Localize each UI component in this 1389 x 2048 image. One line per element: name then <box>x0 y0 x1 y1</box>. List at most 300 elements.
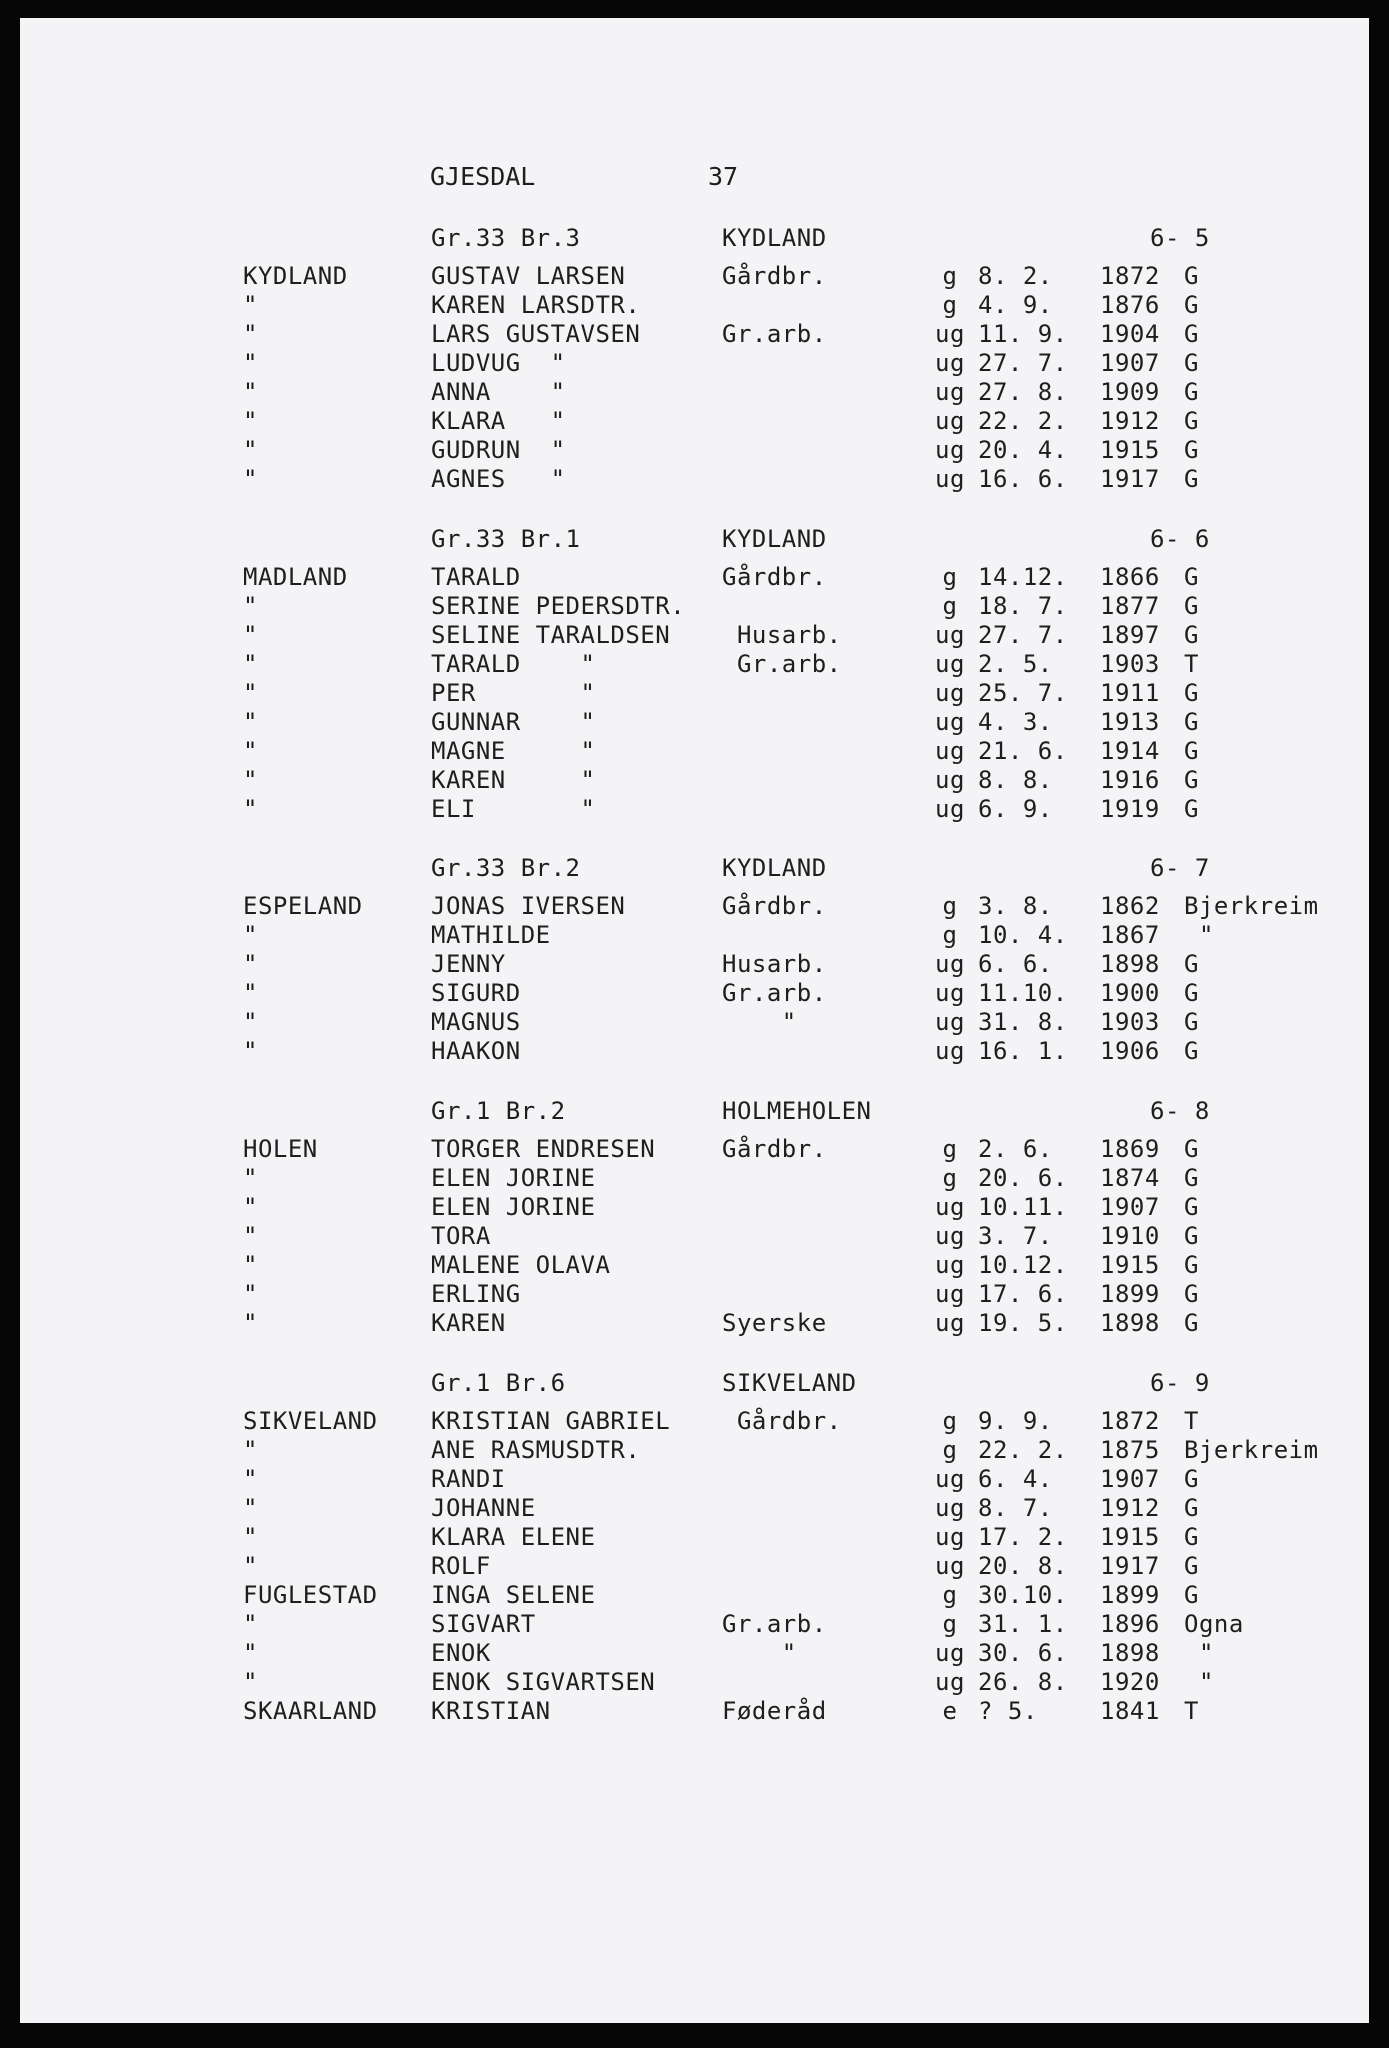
table-row <box>0 1008 1389 1037</box>
table-row <box>0 1135 1389 1164</box>
birth-date: 30.10. <box>978 1581 1068 1609</box>
birthplace: " <box>1184 1639 1214 1667</box>
residence-place: " <box>243 1552 258 1580</box>
occupation: Gr.arb. <box>722 979 827 1007</box>
occupation: Husarb. <box>722 621 842 649</box>
person-name: ELEN JORINE <box>431 1164 596 1192</box>
census-section <box>0 1365 1389 1726</box>
birth-year: 1899 <box>1100 1581 1160 1609</box>
birthplace: G <box>1184 679 1199 707</box>
residence-place: " <box>243 650 258 678</box>
birth-year: 1900 <box>1100 979 1160 1007</box>
birthplace: T <box>1184 1697 1199 1725</box>
marital-status: ug <box>935 320 965 348</box>
birth-year: 1912 <box>1100 407 1160 435</box>
census-section <box>0 220 1389 494</box>
birth-year: 1909 <box>1100 378 1160 406</box>
marital-status: ug <box>935 1251 965 1279</box>
residence-place: " <box>243 1037 258 1065</box>
birthplace: G <box>1184 320 1199 348</box>
section-number: 6- 7 <box>1150 854 1210 882</box>
birthplace: G <box>1184 766 1199 794</box>
birth-date: 14.12. <box>978 563 1068 591</box>
marital-status: g <box>942 1610 958 1638</box>
residence-place: " <box>243 291 258 319</box>
residence-place: " <box>243 1008 258 1036</box>
residence-place: MADLAND <box>243 563 348 591</box>
residence-place: FUGLESTAD <box>243 1581 378 1609</box>
marital-status: ug <box>935 1037 965 1065</box>
birth-date: 6. 9. <box>978 795 1053 823</box>
section-number: 6- 8 <box>1150 1097 1210 1125</box>
table-row <box>0 950 1389 979</box>
birthplace: G <box>1184 621 1199 649</box>
birth-year: 1841 <box>1100 1697 1160 1725</box>
residence-place: " <box>243 320 258 348</box>
birth-date: 11. 9. <box>978 320 1068 348</box>
marital-status: ug <box>935 1280 965 1308</box>
birth-year: 1917 <box>1100 1552 1160 1580</box>
person-name: KAREN LARSDTR. <box>431 291 641 319</box>
birth-year: 1910 <box>1100 1222 1160 1250</box>
birth-date: 20. 4. <box>978 436 1068 464</box>
marital-status: ug <box>935 349 965 377</box>
occupation: Gr.arb. <box>722 650 842 678</box>
marital-status: ug <box>935 621 965 649</box>
birthplace: " <box>1184 1668 1214 1696</box>
table-row <box>0 349 1389 378</box>
person-name: JONAS IVERSEN <box>431 892 626 920</box>
birthplace: G <box>1184 436 1199 464</box>
birth-date: 22. 2. <box>978 1436 1068 1464</box>
birthplace: G <box>1184 1465 1199 1493</box>
residence-place: " <box>243 1309 258 1337</box>
person-name: ELEN JORINE <box>431 1193 596 1221</box>
residence-place: " <box>243 378 258 406</box>
birthplace: G <box>1184 465 1199 493</box>
birth-date: 3. 8. <box>978 892 1053 920</box>
table-row <box>0 1436 1389 1465</box>
birth-date: 18. 7. <box>978 592 1068 620</box>
table-row <box>0 1280 1389 1309</box>
residence-place: " <box>243 1610 258 1638</box>
table-row <box>0 1610 1389 1639</box>
birth-year: 1903 <box>1100 1008 1160 1036</box>
birth-year: 1874 <box>1100 1164 1160 1192</box>
birth-date: 3. 7. <box>978 1222 1053 1250</box>
person-name: ELI " <box>431 795 596 823</box>
birth-date: 8. 8. <box>978 766 1053 794</box>
section-ref: Gr.33 Br.3 <box>431 224 581 252</box>
birth-year: 1916 <box>1100 766 1160 794</box>
marital-status: g <box>942 1436 958 1464</box>
table-row <box>0 1222 1389 1251</box>
occupation: Gårdbr. <box>722 1135 827 1163</box>
residence-place: SIKVELAND <box>243 1407 378 1435</box>
marital-status: g <box>942 921 958 949</box>
birthplace: G <box>1184 1523 1199 1551</box>
person-name: ENOK <box>431 1639 491 1667</box>
birth-year: 1915 <box>1100 436 1160 464</box>
section-number: 6- 9 <box>1150 1369 1210 1397</box>
marital-status: e <box>942 1697 958 1725</box>
residence-place: " <box>243 1494 258 1522</box>
birthplace: G <box>1184 349 1199 377</box>
person-name: MALENE OLAVA <box>431 1251 611 1279</box>
marital-status: ug <box>935 1222 965 1250</box>
birth-date: 6. 6. <box>978 950 1053 978</box>
birth-year: 1869 <box>1100 1135 1160 1163</box>
table-row <box>0 320 1389 349</box>
section-header <box>0 1365 1389 1407</box>
marital-status: ug <box>935 679 965 707</box>
birth-year: 1915 <box>1100 1251 1160 1279</box>
table-row <box>0 1193 1389 1222</box>
person-name: INGA SELENE <box>431 1581 596 1609</box>
birthplace: Bjerkreim <box>1184 1436 1319 1464</box>
birth-date: 21. 6. <box>978 737 1068 765</box>
occupation: " <box>722 1008 797 1036</box>
census-section <box>0 850 1389 1066</box>
birth-date: 26. 8. <box>978 1668 1068 1696</box>
person-name: SIGVART <box>431 1610 536 1638</box>
occupation: Føderåd <box>722 1697 827 1725</box>
table-row <box>0 1668 1389 1697</box>
table-row <box>0 979 1389 1008</box>
birthplace: G <box>1184 979 1199 1007</box>
table-row <box>0 1639 1389 1668</box>
section-farm: HOLMEHOLEN <box>722 1097 872 1125</box>
birth-date: 10. 4. <box>978 921 1068 949</box>
table-row <box>0 1164 1389 1193</box>
birth-date: 17. 6. <box>978 1280 1068 1308</box>
birthplace: G <box>1184 262 1199 290</box>
birthplace: G <box>1184 737 1199 765</box>
birth-year: 1903 <box>1100 650 1160 678</box>
person-name: MAGNE " <box>431 737 596 765</box>
person-name: KLARA " <box>431 407 566 435</box>
person-name: KAREN <box>431 1309 506 1337</box>
birth-year: 1876 <box>1100 291 1160 319</box>
marital-status: g <box>942 563 958 591</box>
marital-status: g <box>942 262 958 290</box>
person-name: GUNNAR " <box>431 708 596 736</box>
birth-year: 1896 <box>1100 1610 1160 1638</box>
birth-year: 1866 <box>1100 563 1160 591</box>
birthplace: G <box>1184 1309 1199 1337</box>
table-row <box>0 1407 1389 1436</box>
birth-year: 1862 <box>1100 892 1160 920</box>
person-name: RANDI <box>431 1465 506 1493</box>
table-row <box>0 378 1389 407</box>
residence-place: " <box>243 921 258 949</box>
birth-date: 16. 1. <box>978 1037 1068 1065</box>
marital-status: ug <box>935 1668 965 1696</box>
section-number: 6- 5 <box>1150 224 1210 252</box>
birth-year: 1907 <box>1100 1465 1160 1493</box>
marital-status: ug <box>935 1523 965 1551</box>
occupation: Gårdbr. <box>722 1407 842 1435</box>
birthplace: Ogna <box>1184 1610 1244 1638</box>
table-row <box>0 921 1389 950</box>
residence-place: " <box>243 1668 258 1696</box>
birthplace: G <box>1184 1222 1199 1250</box>
birth-year: 1898 <box>1100 1309 1160 1337</box>
page-number: 37 <box>708 162 739 191</box>
table-row <box>0 436 1389 465</box>
birth-date: 19. 5. <box>978 1309 1068 1337</box>
birthplace: G <box>1184 1164 1199 1192</box>
residence-place: " <box>243 436 258 464</box>
birth-date: 10.12. <box>978 1251 1068 1279</box>
birthplace: G <box>1184 1008 1199 1036</box>
section-farm: KYDLAND <box>722 224 827 252</box>
birth-date: 10.11. <box>978 1193 1068 1221</box>
residence-place: ESPELAND <box>243 892 363 920</box>
marital-status: ug <box>935 650 965 678</box>
marital-status: ug <box>935 1494 965 1522</box>
birth-year: 1877 <box>1100 592 1160 620</box>
birth-date: 22. 2. <box>978 407 1068 435</box>
birthplace: G <box>1184 1552 1199 1580</box>
residence-place: " <box>243 737 258 765</box>
person-name: JENNY <box>431 950 506 978</box>
birth-year: 1898 <box>1100 1639 1160 1667</box>
residence-place: " <box>243 465 258 493</box>
marital-status: ug <box>935 1008 965 1036</box>
birth-year: 1867 <box>1100 921 1160 949</box>
residence-place: " <box>243 1251 258 1279</box>
birthplace: G <box>1184 592 1199 620</box>
birth-date: 4. 9. <box>978 291 1053 319</box>
birthplace: T <box>1184 1407 1199 1435</box>
section-ref: Gr.1 Br.2 <box>431 1097 566 1125</box>
residence-place: " <box>243 1436 258 1464</box>
birthplace: G <box>1184 291 1199 319</box>
section-ref: Gr.33 Br.2 <box>431 854 581 882</box>
birth-year: 1913 <box>1100 708 1160 736</box>
birth-year: 1906 <box>1100 1037 1160 1065</box>
birth-date: 31. 1. <box>978 1610 1068 1638</box>
table-row <box>0 679 1389 708</box>
birth-year: 1904 <box>1100 320 1160 348</box>
person-name: SERINE PEDERSDTR. <box>431 592 686 620</box>
marital-status: ug <box>935 766 965 794</box>
birth-year: 1911 <box>1100 679 1160 707</box>
residence-place: " <box>243 1164 258 1192</box>
page-title: GJESDAL <box>430 162 536 191</box>
birth-year: 1872 <box>1100 262 1160 290</box>
marital-status: g <box>942 1581 958 1609</box>
birth-date: 4. 3. <box>978 708 1053 736</box>
table-row <box>0 1581 1389 1610</box>
residence-place: " <box>243 1193 258 1221</box>
birth-year: 1912 <box>1100 1494 1160 1522</box>
marital-status: g <box>942 892 958 920</box>
residence-place: " <box>243 1280 258 1308</box>
person-name: SIGURD <box>431 979 521 1007</box>
birth-date: 8. 2. <box>978 262 1053 290</box>
marital-status: g <box>942 592 958 620</box>
birthplace: G <box>1184 795 1199 823</box>
person-name: TARALD <box>431 563 521 591</box>
marital-status: g <box>942 291 958 319</box>
birth-year: 1914 <box>1100 737 1160 765</box>
section-farm: SIKVELAND <box>722 1369 857 1397</box>
birthplace: G <box>1184 1037 1199 1065</box>
birthplace: G <box>1184 1135 1199 1163</box>
table-row <box>0 1309 1389 1338</box>
section-header <box>0 220 1389 262</box>
section-header <box>0 1093 1389 1135</box>
birth-date: 17. 2. <box>978 1523 1068 1551</box>
person-name: ENOK SIGVARTSEN <box>431 1668 656 1696</box>
person-name: KAREN " <box>431 766 596 794</box>
table-row <box>0 592 1389 621</box>
birthplace: T <box>1184 650 1199 678</box>
person-name: GUDRUN " <box>431 436 566 464</box>
table-row <box>0 1697 1389 1726</box>
residence-place: " <box>243 1222 258 1250</box>
section-header <box>0 521 1389 563</box>
birthplace: G <box>1184 950 1199 978</box>
section-number: 6- 6 <box>1150 525 1210 553</box>
person-name: GUSTAV LARSEN <box>431 262 626 290</box>
table-row <box>0 650 1389 679</box>
person-name: TARALD " <box>431 650 596 678</box>
marital-status: ug <box>935 795 965 823</box>
birth-year: 1920 <box>1100 1668 1160 1696</box>
marital-status: g <box>942 1407 958 1435</box>
person-name: JOHANNE <box>431 1494 536 1522</box>
table-row <box>0 291 1389 320</box>
birth-date: 2. 6. <box>978 1135 1053 1163</box>
birth-date: 27. 8. <box>978 378 1068 406</box>
birth-date: ? 5. <box>978 1697 1038 1725</box>
table-row <box>0 708 1389 737</box>
person-name: PER " <box>431 679 596 707</box>
birth-year: 1907 <box>1100 1193 1160 1221</box>
table-row <box>0 766 1389 795</box>
marital-status: ug <box>935 1639 965 1667</box>
marital-status: ug <box>935 1465 965 1493</box>
census-section <box>0 521 1389 824</box>
marital-status: ug <box>935 1552 965 1580</box>
birth-date: 2. 5. <box>978 650 1053 678</box>
person-name: SELINE TARALDSEN <box>431 621 671 649</box>
occupation: Gårdbr. <box>722 262 827 290</box>
person-name: MAGNUS <box>431 1008 521 1036</box>
person-name: TORGER ENDRESEN <box>431 1135 656 1163</box>
table-row <box>0 563 1389 592</box>
person-name: MATHILDE <box>431 921 551 949</box>
person-name: KLARA ELENE <box>431 1523 596 1551</box>
person-name: ANE RASMUSDTR. <box>431 1436 641 1464</box>
occupation: Gårdbr. <box>722 892 827 920</box>
marital-status: ug <box>935 950 965 978</box>
person-name: ROLF <box>431 1552 491 1580</box>
person-name: LARS GUSTAVSEN <box>431 320 641 348</box>
marital-status: ug <box>935 465 965 493</box>
person-name: KRISTIAN GABRIEL <box>431 1407 671 1435</box>
occupation: Gr.arb. <box>722 1610 827 1638</box>
birth-year: 1919 <box>1100 795 1160 823</box>
table-row <box>0 892 1389 921</box>
residence-place: " <box>243 592 258 620</box>
residence-place: " <box>243 407 258 435</box>
birth-date: 8. 7. <box>978 1494 1053 1522</box>
birth-year: 1917 <box>1100 465 1160 493</box>
section-header <box>0 850 1389 892</box>
occupation: Gårdbr. <box>722 563 827 591</box>
table-row <box>0 795 1389 824</box>
birth-date: 20. 6. <box>978 1164 1068 1192</box>
birth-date: 6. 4. <box>978 1465 1053 1493</box>
section-farm: KYDLAND <box>722 854 827 882</box>
residence-place: " <box>243 979 258 1007</box>
birthplace: G <box>1184 708 1199 736</box>
birth-date: 27. 7. <box>978 349 1068 377</box>
marital-status: g <box>942 1164 958 1192</box>
person-name: KRISTIAN <box>431 1697 551 1725</box>
birth-year: 1899 <box>1100 1280 1160 1308</box>
birthplace: G <box>1184 563 1199 591</box>
marital-status: g <box>942 1135 958 1163</box>
person-name: ERLING <box>431 1280 521 1308</box>
marital-status: ug <box>935 708 965 736</box>
marital-status: ug <box>935 407 965 435</box>
table-row <box>0 1494 1389 1523</box>
birth-date: 30. 6. <box>978 1639 1068 1667</box>
birthplace: G <box>1184 1581 1199 1609</box>
birthplace: G <box>1184 1494 1199 1522</box>
birth-date: 25. 7. <box>978 679 1068 707</box>
residence-place: " <box>243 708 258 736</box>
table-row <box>0 262 1389 291</box>
residence-place: " <box>243 349 258 377</box>
birth-year: 1898 <box>1100 950 1160 978</box>
birth-date: 27. 7. <box>978 621 1068 649</box>
residence-place: SKAARLAND <box>243 1697 378 1725</box>
occupation: Husarb. <box>722 950 827 978</box>
birthplace: G <box>1184 407 1199 435</box>
residence-place: " <box>243 950 258 978</box>
birthplace: Bjerkreim <box>1184 892 1319 920</box>
birth-date: 9. 9. <box>978 1407 1053 1435</box>
birthplace: " <box>1184 921 1214 949</box>
person-name: TORA <box>431 1222 491 1250</box>
person-name: AGNES " <box>431 465 566 493</box>
residence-place: " <box>243 1639 258 1667</box>
birth-date: 11.10. <box>978 979 1068 1007</box>
occupation: Gr.arb. <box>722 320 827 348</box>
birth-date: 31. 8. <box>978 1008 1068 1036</box>
birth-year: 1907 <box>1100 349 1160 377</box>
table-row <box>0 1523 1389 1552</box>
residence-place: KYDLAND <box>243 262 348 290</box>
person-name: LUDVUG " <box>431 349 566 377</box>
marital-status: ug <box>935 979 965 1007</box>
birth-year: 1897 <box>1100 621 1160 649</box>
occupation: " <box>722 1639 797 1667</box>
marital-status: ug <box>935 436 965 464</box>
table-row <box>0 1251 1389 1280</box>
section-ref: Gr.33 Br.1 <box>431 525 581 553</box>
table-row <box>0 621 1389 650</box>
birth-year: 1875 <box>1100 1436 1160 1464</box>
birth-year: 1915 <box>1100 1523 1160 1551</box>
residence-place: " <box>243 1465 258 1493</box>
